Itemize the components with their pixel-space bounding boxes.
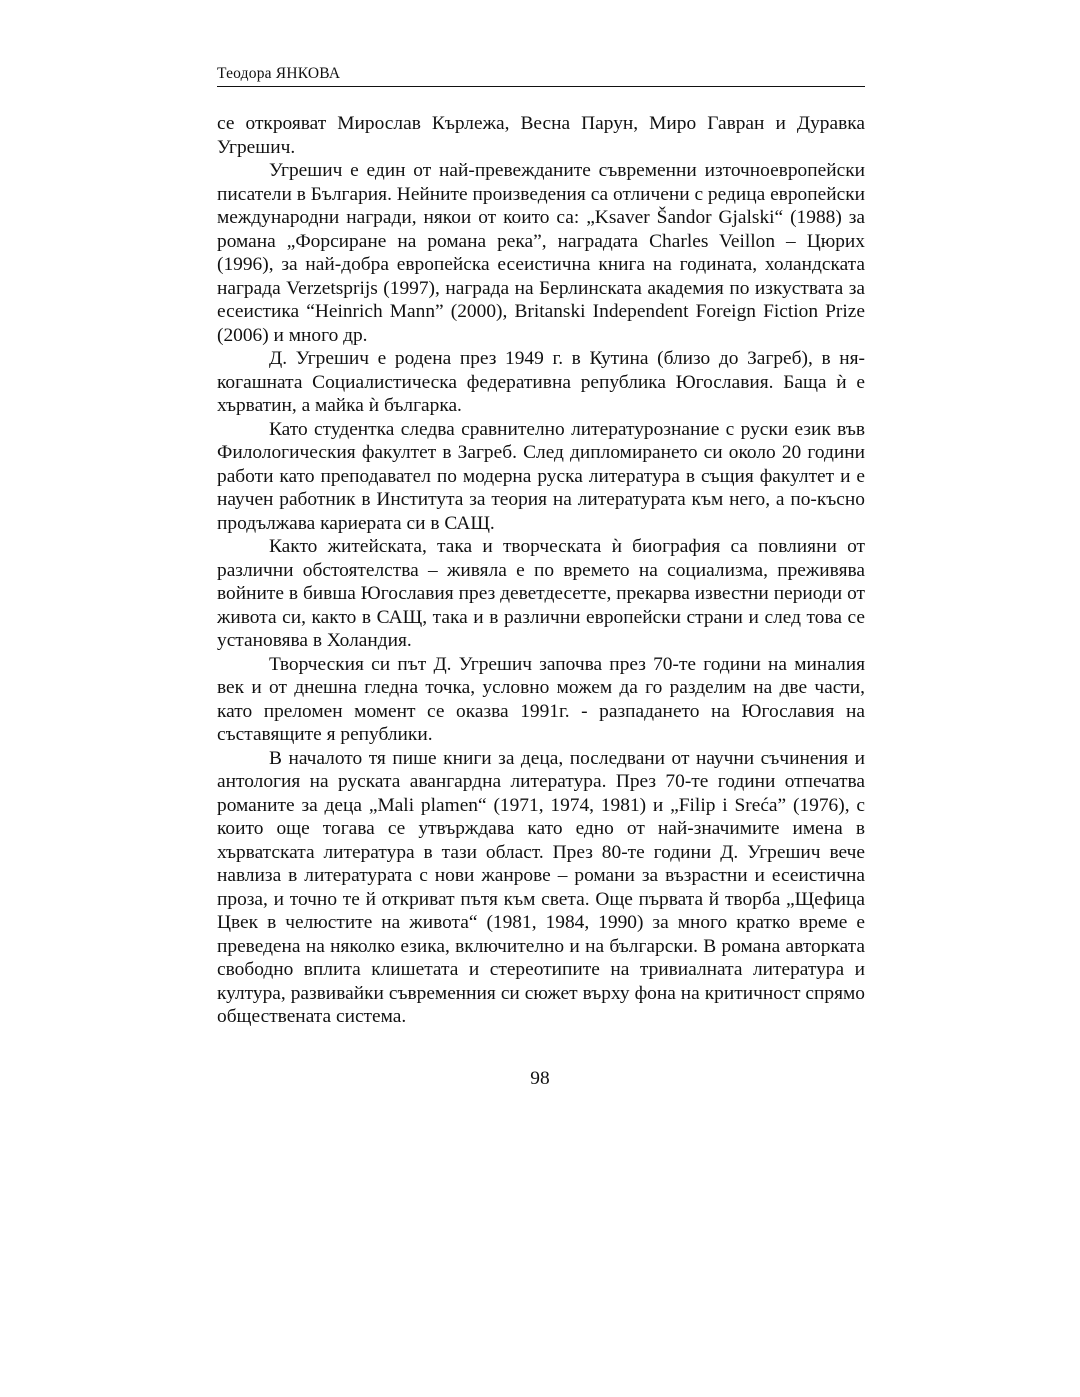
paragraph-6: Творческия си път Д. Угрешич започва през 70-те години на миналия век и от днешна гледна точка, условно можем да го разделим на две части, като преломен момент се оказва 1991г. - разпадането на Югославия на съставящите я републики. bbox=[217, 653, 865, 745]
paragraph-2: Угрешич е един от най-превежданите съвременни източноевропейски писатели в България. Нейните произведения са отличени с редица европейски международни награди, някои от които са: „Ksaver Šandor Gjalski“ (1988) за романа „Форсиране на романа река”, наградата Charles Veillon – Цюрих (1996), за най-добра европейска есеистична книга на годината, холандската награда Verzetsprijs (1997), награда на Берлинската академия по изкуствата за есеистика “Heinrich Mann” (2000), Britanski Independent Foreign Fiction Prize (2006) и много др. bbox=[217, 160, 865, 346]
paragraph-7: В началото тя пише книги за деца, последвани от научни съчинения и антология на руската авангардна литература. През 70-те години отпечатва романите за деца „Mali plamen“ (1971, 1974, 1981) и „Filip i Sreća” (1976), с които още тогава се утвърждава като едно от най-значимите имена в хърватската литература в тази област. През 80-те години Д. Угрешич вече навлиза в литературата с нови жанрове – романи за възрастни и есеистична проза, и точно те й откриват пътя към света. Още първата й творба „Щефица Цвек в челюстите на живота“ (1981, 1984, 1990) за много кратко време е преведена на няколко езика, включително и на български. В романа авторката свободно вплита клишетата и стереотипите на тривиалната литература и култура, развивайки съвременния си сюжет върху фона на критичност спрямо обществената система. bbox=[217, 747, 865, 1027]
running-header-author: Теодора ЯНКОВА bbox=[217, 65, 341, 82]
paragraph-1: се открояват Мирослав Кърлежа, Весна Парун, Миро Гавран и Дуравка Угрешич. bbox=[217, 113, 865, 158]
paragraph-3: Д. Угрешич е родена през 1949 г. в Кутина (близо до Загреб), в някогашната Социалистическа федеративна република Югославия. Баща ѝ е хърватин, а майка ѝ българка. bbox=[217, 348, 865, 416]
running-header bbox=[217, 64, 865, 87]
paragraph-5: Както житейската, така и творческата ѝ биография са повлияни от различни обстоятелства – живяла е по времето на социализма, преживява войните в бивша Югославия през деветдесетте, прекарва известни периоди от живота си, както в САЩ, така и в различни европейски страни и след това се установява в Холандия. bbox=[217, 536, 865, 651]
paragraph-4: Като студентка следва сравнително литературознание с руски език във Филологическия факултет в Загреб. След дипломирането си около 20 години работи като преподавател по модерна руска литература в същия факултет и е научен работник в Института за теория на литературата към него, а по-късно продължава кариерата си в САЩ. bbox=[217, 418, 865, 534]
body-text bbox=[217, 112, 865, 1029]
page-number: 98 bbox=[530, 1068, 550, 1089]
